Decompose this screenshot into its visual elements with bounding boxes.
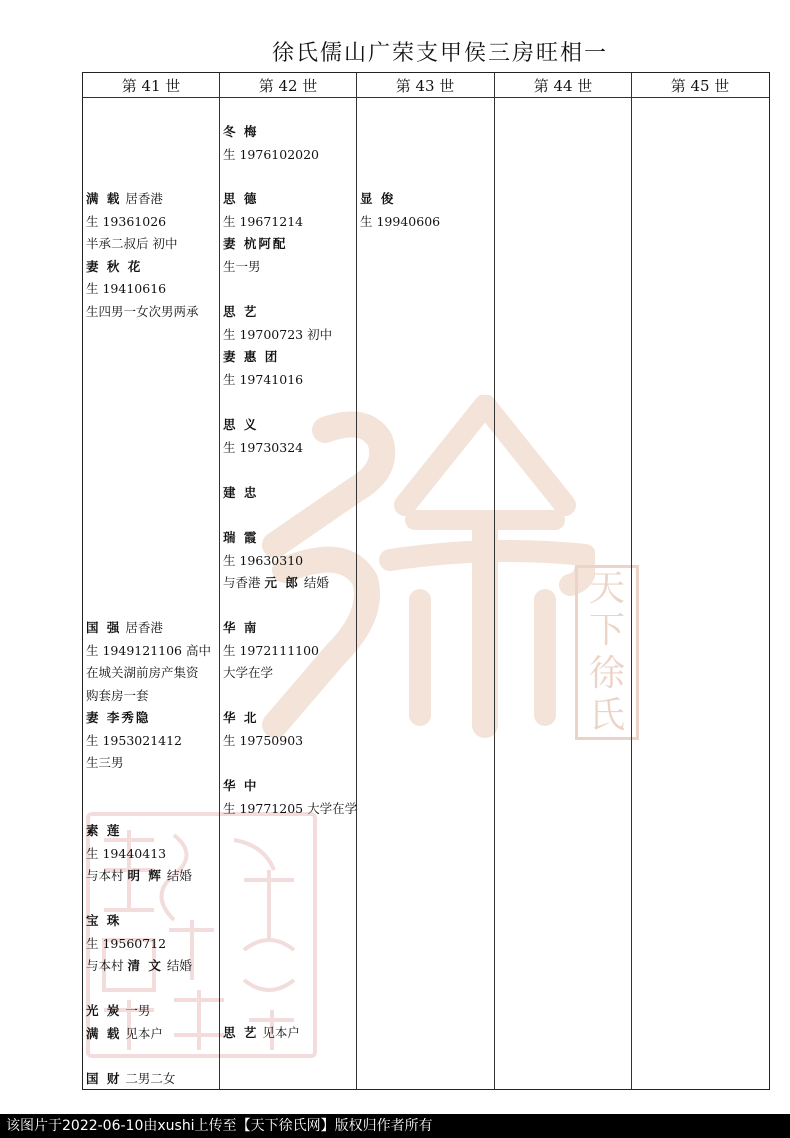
entry-line	[223, 572, 329, 595]
person-name: 思 德	[223, 191, 259, 206]
column-divider	[631, 73, 632, 1089]
entry-line	[223, 775, 357, 798]
entry-line	[223, 550, 329, 573]
entry-text: 生 19700723 初中	[223, 326, 333, 342]
column-header-gen44: 第 44 世	[533, 77, 593, 95]
entry-text: 一男	[121, 1003, 151, 1018]
entry-text: 见本户	[258, 1025, 300, 1040]
column-header-gen43: 第 43 世	[395, 77, 455, 95]
stamp-char-3: 徐	[588, 652, 625, 694]
entry-line	[86, 910, 192, 933]
person-name: 华 北	[223, 710, 259, 725]
entry-text: 半承二叔后 初中	[86, 236, 178, 251]
entry-text: 生 19440413	[86, 845, 167, 861]
entry-text: 与香港	[223, 575, 265, 590]
person-name: 妻	[86, 258, 107, 274]
header-divider	[83, 97, 769, 98]
entry-line	[223, 662, 319, 685]
column-divider	[219, 73, 220, 1089]
entry-line	[86, 188, 199, 211]
person-name: 思 艺	[223, 1025, 259, 1040]
person-entry	[223, 1022, 300, 1045]
entry-text: 生 19730324	[223, 439, 304, 455]
entry-line	[86, 256, 199, 279]
column-divider	[494, 73, 495, 1089]
entry-line	[86, 211, 199, 234]
entry-line	[86, 685, 211, 708]
person-entry	[360, 188, 440, 233]
entry-text: 与本村	[86, 868, 128, 883]
entry-text: 生三男	[86, 755, 124, 770]
person-name: 李秀隐	[106, 710, 151, 725]
entry-text: 生一男	[223, 258, 261, 274]
person-name: 明 辉	[127, 868, 163, 883]
entry-line	[223, 482, 258, 505]
person-name: 建 忠	[223, 485, 259, 500]
person-entry	[223, 121, 319, 166]
entry-line	[223, 369, 332, 392]
entry-text: 居香港	[121, 620, 163, 635]
person-entry	[223, 707, 303, 752]
entry-text: 生 19560712	[86, 935, 167, 951]
entry-line	[86, 752, 211, 775]
stamp-char-4: 氏	[588, 694, 625, 736]
page-title: 徐氏儒山广荣支甲侯三房旺相一	[271, 41, 608, 66]
entry-line	[86, 933, 192, 956]
entry-line	[86, 278, 199, 301]
entry-text: 生 1953021412	[86, 732, 183, 748]
entry-text: 结婚	[299, 575, 329, 590]
entry-text: 居香港	[121, 191, 163, 206]
entry-line	[86, 707, 211, 730]
column-header-gen45: 第 45 世	[670, 77, 730, 95]
entry-text: 结婚	[162, 868, 192, 883]
entry-line	[223, 798, 357, 821]
person-entry	[86, 617, 211, 775]
person-entry	[223, 188, 303, 278]
entry-text: 生 19771205 大学在学	[223, 800, 358, 816]
person-name: 瑞 霞	[223, 530, 259, 545]
entry-line	[223, 707, 303, 730]
entry-line	[86, 1023, 163, 1046]
entry-text: 生 1972111100	[223, 642, 320, 658]
entry-line	[86, 730, 211, 753]
person-entry	[223, 775, 357, 820]
entry-line	[223, 233, 303, 256]
entry-line	[223, 144, 319, 167]
entry-line	[360, 211, 440, 234]
person-name: 秋 花	[106, 258, 143, 274]
person-name: 妻	[86, 710, 107, 725]
entry-line	[86, 820, 192, 843]
person-name: 满 载	[86, 191, 122, 206]
entry-line	[86, 301, 199, 324]
entry-text: 生 1949121106 高中	[86, 642, 211, 658]
entry-line	[86, 617, 211, 640]
person-name: 国 财	[86, 1071, 122, 1086]
person-entry	[86, 820, 192, 888]
entry-line	[86, 955, 192, 978]
entry-line	[223, 256, 303, 279]
entry-text: 二男二女	[121, 1071, 176, 1086]
entry-line	[86, 662, 211, 685]
person-name: 思 义	[223, 417, 259, 432]
entry-line	[223, 324, 332, 347]
person-entry	[223, 617, 319, 685]
person-name: 宝 珠	[86, 913, 122, 928]
person-entry	[86, 188, 199, 323]
entry-line	[223, 1022, 300, 1045]
entry-line	[223, 121, 319, 144]
column-header-gen42: 第 42 世	[258, 77, 318, 95]
entry-line	[223, 346, 332, 369]
copyright-footer: 该图片于2022-06-10由xushi上传至【天下徐氏网】版权归作者所有	[0, 1114, 790, 1138]
person-name: 冬 梅	[223, 124, 259, 139]
person-name: 清 文	[127, 958, 163, 973]
person-name: 国 强	[86, 620, 122, 635]
person-name: 华 中	[223, 778, 259, 793]
entry-text: 生 19750903	[223, 732, 304, 748]
column-divider	[356, 73, 357, 1089]
entry-text: 生四男一女次男两承	[86, 303, 199, 319]
person-entry	[86, 1068, 175, 1091]
person-name: 显 俊	[360, 191, 396, 206]
person-entry	[223, 414, 303, 459]
person-name: 惠 团	[243, 349, 280, 364]
entry-text: 见本户	[121, 1025, 163, 1041]
entry-line	[223, 414, 303, 437]
entry-line	[86, 640, 211, 663]
person-name: 思 艺	[223, 304, 259, 319]
stamp-char-2: 下	[588, 610, 625, 652]
entry-line	[360, 188, 440, 211]
entry-line	[223, 211, 303, 234]
stamp-char-1: 天	[588, 568, 625, 610]
entry-text: 在城关湖前房产集资	[86, 665, 199, 680]
entry-line	[223, 640, 319, 663]
entry-line	[86, 1068, 175, 1091]
entry-line	[223, 527, 329, 550]
entry-line	[86, 1000, 163, 1023]
entry-text: 生 19940606	[360, 213, 441, 229]
person-name: 华 南	[223, 620, 259, 635]
entry-text: 生 19361026	[86, 213, 167, 229]
entry-line	[223, 730, 303, 753]
entry-line	[223, 437, 303, 460]
entry-line	[223, 617, 319, 640]
entry-text: 生 19741016	[223, 371, 304, 387]
genealogy-table	[82, 72, 770, 1090]
person-name: 光 炭	[86, 1003, 122, 1018]
entry-text: 生 19630310	[223, 552, 304, 568]
entry-line	[223, 188, 303, 211]
person-name: 素 莲	[86, 823, 122, 838]
person-entry	[86, 910, 192, 978]
entry-line	[86, 843, 192, 866]
person-entry	[223, 527, 329, 595]
entry-text: 与本村	[86, 958, 128, 973]
entry-text: 生 1976102020	[223, 146, 320, 162]
entry-line	[223, 301, 332, 324]
person-entry	[86, 1000, 163, 1045]
entry-text: 生 19671214	[223, 213, 304, 229]
person-entry	[223, 301, 332, 391]
entry-text: 购套房一套	[86, 687, 149, 703]
person-name: 妻	[223, 236, 244, 251]
column-header-gen41: 第 41 世	[121, 77, 181, 95]
person-name: 满 载	[86, 1025, 122, 1041]
entry-line	[86, 233, 199, 256]
entry-text: 生 19410616	[86, 281, 167, 296]
entry-line	[86, 865, 192, 888]
person-name: 妻	[223, 349, 244, 364]
person-name: 杭阿配	[243, 236, 288, 251]
entry-text: 结婚	[162, 958, 192, 973]
person-entry	[223, 482, 258, 505]
person-name: 元 郎	[264, 575, 300, 590]
entry-text: 大学在学	[223, 665, 274, 680]
